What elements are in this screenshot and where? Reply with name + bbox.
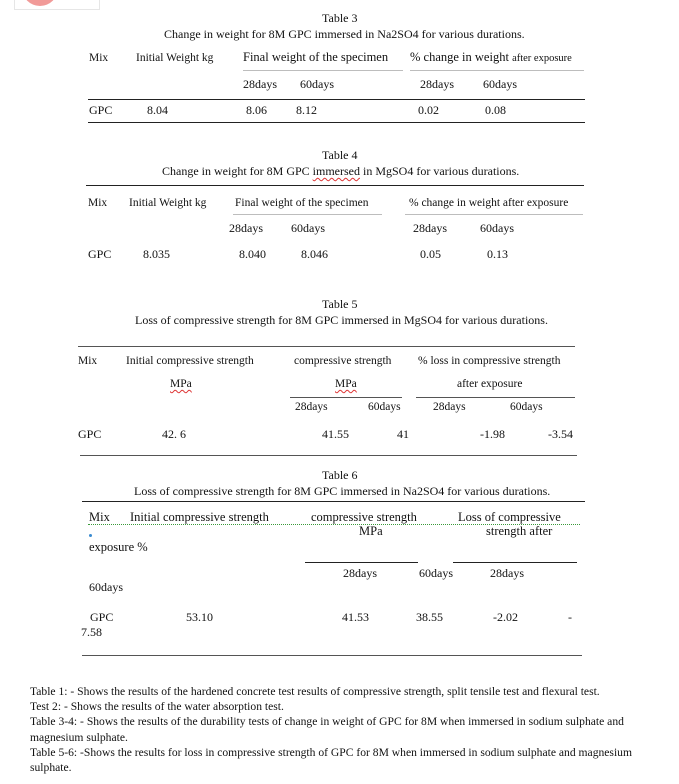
- subheader-60days: 60days: [300, 77, 334, 91]
- divider: [416, 397, 575, 398]
- header-mix: Mix: [89, 52, 109, 64]
- note-table-3-4: Table 3-4: - Shows the results of the durability tests of change in weight of GPC for 8M when immersed in sodium sulphate and magnesium sulphate.: [30, 715, 624, 744]
- note-table-1: Table 1: - Shows the results of the hardened concrete test results of compressive strength, split tensile test and flexural test.: [30, 685, 600, 698]
- cell-cs-28: 41.55: [322, 427, 349, 441]
- cell-final-60: 8.046: [301, 247, 328, 261]
- subheader-60days: 60days: [510, 401, 543, 413]
- header-change-main: % change in weight: [410, 50, 509, 64]
- divider: [88, 99, 585, 100]
- subheader-60days: 60days: [419, 566, 453, 580]
- header-loss-tail: after exposure: [457, 378, 523, 390]
- cell-cs-60: 38.55: [416, 610, 443, 624]
- caption-text: in MgSO4 for various durations.: [359, 164, 520, 178]
- table-label: Table 5: [322, 297, 358, 311]
- header-initial-strength: Initial compressive strength: [130, 510, 269, 524]
- header-mix: Mix: [89, 510, 110, 524]
- header-initial-weight: Initial Weight kg: [136, 52, 214, 64]
- header-change-weight: % change in weight after exposure: [409, 197, 569, 209]
- cell-initial: 42. 6: [162, 427, 186, 441]
- subheader-28days: 28days: [420, 77, 454, 91]
- header-loss: % loss in compressive strength: [418, 355, 561, 367]
- cell-final-28: 8.040: [239, 247, 266, 261]
- divider: [405, 214, 583, 215]
- cell-loss-60: -3.54: [548, 427, 573, 441]
- divider: [453, 562, 577, 563]
- divider: [290, 397, 402, 398]
- cell-cs-28: 41.53: [342, 610, 369, 624]
- table-label: Table 3: [322, 11, 358, 25]
- logo-frame: [14, 0, 100, 10]
- divider: [82, 501, 585, 502]
- caption-text: Change in weight for 8M GPC: [162, 164, 313, 178]
- cell-initial: 8.04: [147, 103, 168, 117]
- cell-loss-28: -1.98: [480, 427, 505, 441]
- note-test-2: Test 2: - Shows the results of the water absorption test.: [30, 700, 284, 714]
- divider: [305, 562, 418, 563]
- subheader-60days: 60days: [368, 401, 401, 413]
- cell-change-60: 0.08: [485, 103, 506, 117]
- cell-initial: 53.10: [186, 610, 213, 624]
- subheader-60days: 60days: [89, 580, 123, 594]
- divider: [86, 185, 584, 186]
- table-label: Table 4: [322, 148, 358, 162]
- header-initial-weight: Initial Weight kg: [129, 197, 207, 209]
- header-cs-unit: MPa: [335, 378, 357, 390]
- header-final-weight: Final weight of the specimen: [243, 50, 389, 64]
- subheader-60days: 60days: [483, 77, 517, 91]
- header-final-weight: Final weight of the specimen: [235, 197, 369, 209]
- divider: [80, 455, 577, 456]
- cell-mix: GPC: [78, 427, 102, 441]
- header-loss-3: exposure %: [89, 540, 148, 554]
- subheader-28days: 28days: [343, 566, 377, 580]
- table-caption: Loss of compressive strength for 8M GPC immersed in MgSO4 for various durations.: [135, 313, 548, 327]
- header-change-tail: after exposure: [512, 53, 572, 64]
- header-cs-unit: MPa: [359, 524, 383, 538]
- divider: [233, 214, 382, 215]
- subheader-28days: 28days: [295, 401, 328, 413]
- subheader-28days: 28days: [490, 566, 524, 580]
- cell-mix: GPC: [90, 610, 114, 624]
- cell-initial: 8.035: [143, 247, 170, 261]
- header-compressive-strength: compressive strength: [311, 510, 417, 524]
- cell-loss-60-value: 7.58: [81, 625, 102, 639]
- paragraph-mark-icon: [89, 534, 92, 537]
- cell-mix: GPC: [89, 103, 113, 117]
- divider: [78, 346, 575, 347]
- table-caption: Change in weight for 8M GPC immersed in Na2SO4 for various durations.: [164, 27, 525, 41]
- cell-loss-28: -2.02: [493, 610, 518, 624]
- subheader-28days: 28days: [433, 401, 466, 413]
- header-loss: Loss of compressive: [458, 510, 561, 524]
- cell-final-28: 8.06: [246, 103, 267, 117]
- cell-mix: GPC: [88, 247, 112, 261]
- cell-final-60: 8.12: [296, 103, 317, 117]
- header-initial-strength: Initial compressive strength: [126, 355, 254, 367]
- caption-spell-error: immersed: [312, 164, 360, 178]
- divider: [243, 70, 403, 71]
- header-compressive-strength: compressive strength: [294, 355, 392, 367]
- subheader-28days: 28days: [229, 221, 263, 235]
- note-table-5-6: Table 5-6: -Shows the results for loss in compressive strength of GPC for 8M when immersed in sodium sulphate and magnesium sulphate.: [30, 745, 632, 775]
- cell-loss-60-sign: -: [568, 610, 572, 624]
- table-caption: Loss of compressive strength for 8M GPC immersed in Na2SO4 for various durations.: [134, 484, 551, 498]
- divider: [410, 70, 584, 71]
- cell-cs-60: 41: [397, 427, 409, 441]
- header-mix: Mix: [88, 197, 108, 209]
- notes-section: [30, 684, 660, 775]
- table-caption: [162, 164, 519, 179]
- subheader-60days: 60days: [291, 221, 325, 235]
- table-label: Table 6: [322, 468, 358, 482]
- cell-change-28: 0.02: [418, 103, 439, 117]
- divider: [88, 122, 585, 123]
- subheader-28days: 28days: [413, 221, 447, 235]
- header-mix: Mix: [78, 355, 98, 367]
- header-change-weight: [410, 50, 572, 65]
- subheader-28days: 28days: [243, 77, 277, 91]
- cell-change-60: 0.13: [487, 247, 508, 261]
- header-initial-unit: MPa: [170, 378, 192, 390]
- cell-change-28: 0.05: [420, 247, 441, 261]
- header-loss-2: strength after: [486, 524, 553, 538]
- divider: [82, 655, 582, 656]
- subheader-60days: 60days: [480, 221, 514, 235]
